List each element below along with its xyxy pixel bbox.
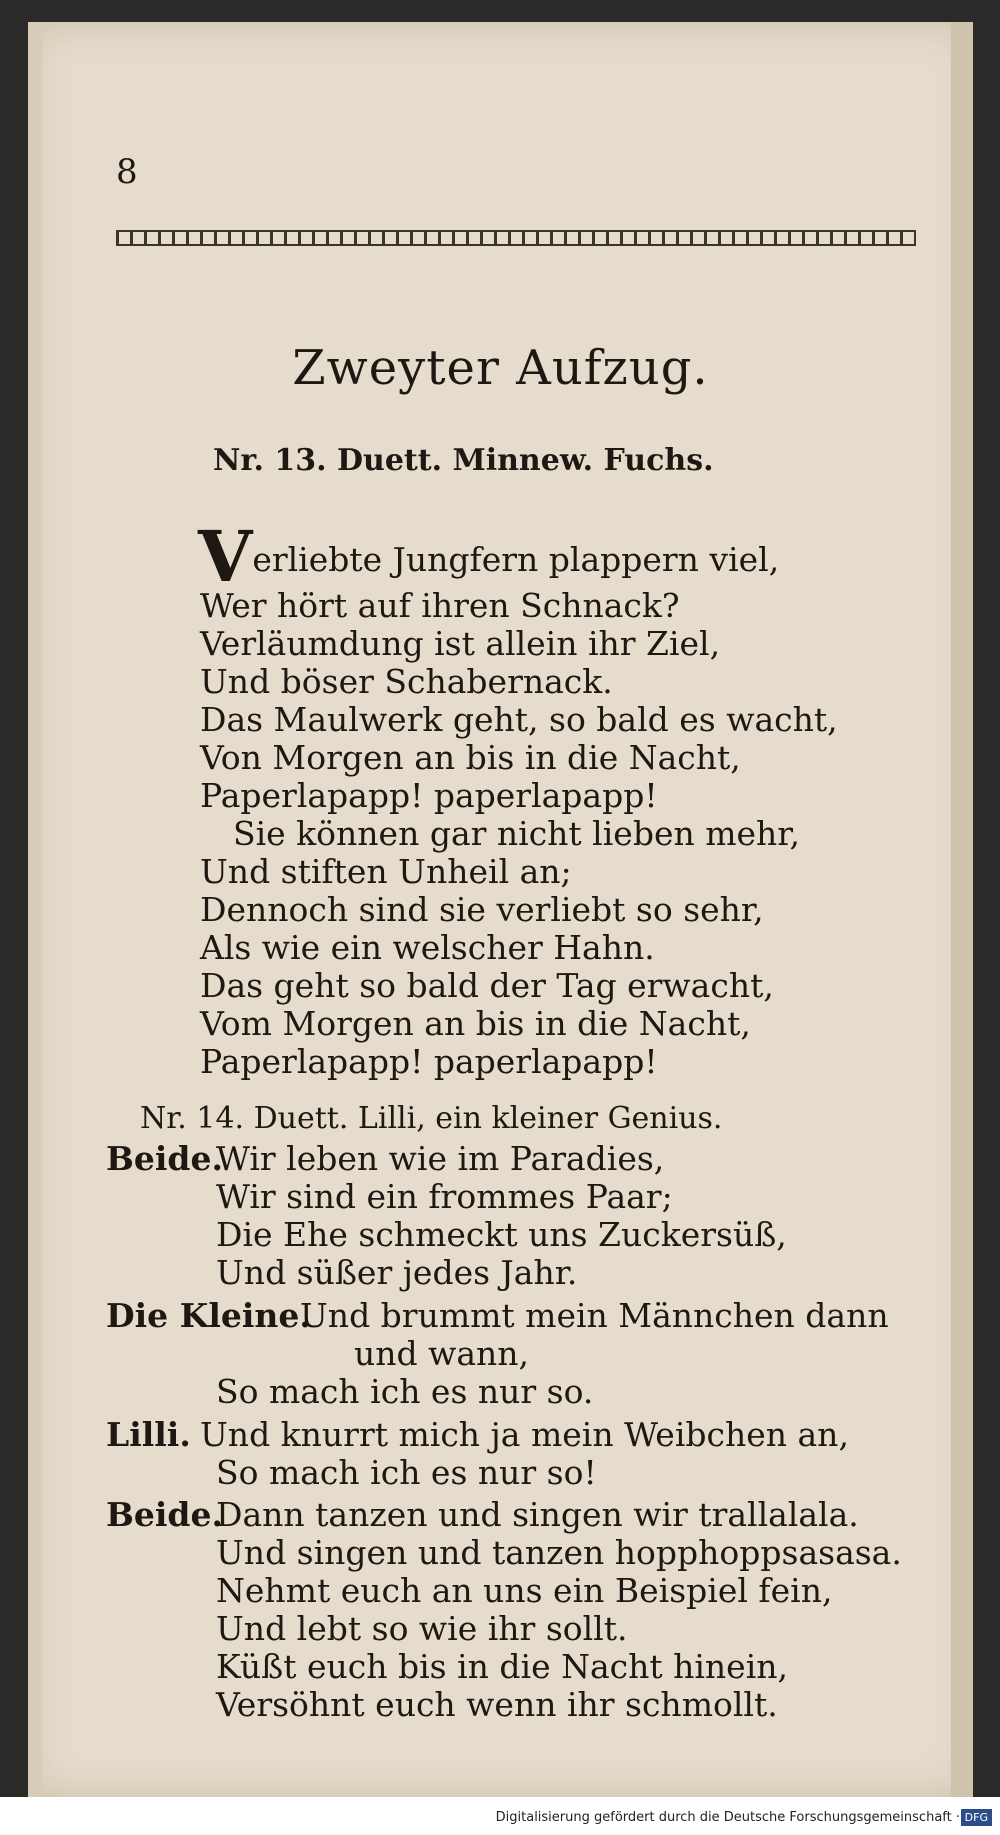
footer-credit: Digitalisierung gefördert durch die Deutsche Forschungsgemeinschaft · — [495, 1810, 960, 1825]
verse-line: Wir leben wie im Paradies, — [216, 1139, 665, 1178]
verse-line: Und knurrt mich ja mein Weibchen an, — [200, 1415, 849, 1454]
verse-line: Das geht so bald der Tag erwacht, — [200, 966, 774, 1005]
speaker-label: Die Kleine. — [106, 1296, 311, 1335]
verse-line: Nehmt euch an uns ein Beispiel fein, — [216, 1571, 833, 1610]
ornament-rule — [116, 230, 916, 246]
verse-line: Paperlapapp! paperlapapp! — [200, 776, 658, 815]
verse-line: erliebte Jungfern plappern viel, — [252, 540, 780, 579]
verse-line: Als wie ein welscher Hahn. — [200, 928, 655, 967]
verse-line: Verläumdung ist allein ihr Ziel, — [200, 624, 721, 663]
page-fold — [28, 22, 42, 1797]
verse-line: Paperlapapp! paperlapapp! — [200, 1042, 658, 1081]
page-number: 8 — [116, 152, 138, 192]
speaker-label: Lilli. — [106, 1415, 191, 1454]
verse-line: Und lebt so wie ihr sollt. — [216, 1609, 628, 1648]
verse-line: Dennoch sind sie verliebt so sehr, — [200, 890, 764, 929]
footer-bar — [0, 1797, 1000, 1835]
dfg-logo: DFG — [961, 1809, 992, 1826]
verse-line: Wir sind ein frommes Paar; — [216, 1177, 673, 1216]
verse-line: Und böser Schabernack. — [200, 662, 613, 701]
book-page — [28, 22, 973, 1797]
act-heading: Zweyter Aufzug. — [292, 340, 709, 396]
verse-line: So mach ich es nur so. — [216, 1372, 594, 1411]
duett13-heading: Nr. 13. Duett. Minnew. Fuchs. — [213, 443, 714, 478]
verse-line: Dann tanzen und singen wir trallalala. — [216, 1495, 859, 1534]
verse-line: Und brummt mein Männchen dann — [300, 1296, 889, 1335]
verse-line: Versöhnt euch wenn ihr schmollt. — [216, 1685, 778, 1724]
verse-line: Das Maulwerk geht, so bald es wacht, — [200, 700, 838, 739]
verse-line: Wer hört auf ihren Schnack? — [200, 586, 680, 625]
verse-line: Und singen und tanzen hopphoppsasasa. — [216, 1533, 902, 1572]
verse-line: Vom Morgen an bis in die Nacht, — [200, 1004, 751, 1043]
page-edge — [951, 22, 973, 1797]
verse-line: und wann, — [354, 1334, 530, 1373]
verse-line: Und stiften Unheil an; — [200, 852, 572, 891]
verse-line: Die Ehe schmeckt uns Zuckersüß, — [216, 1215, 787, 1254]
verse-line: Von Morgen an bis in die Nacht, — [200, 738, 741, 777]
speaker-label: Beide. — [106, 1139, 223, 1178]
drop-cap: V — [198, 515, 253, 598]
duett13-first-line — [198, 515, 780, 598]
verse-line: Und süßer jedes Jahr. — [216, 1253, 578, 1292]
verse-line: Küßt euch bis in die Nacht hinein, — [216, 1647, 789, 1686]
duett14-heading: Nr. 14. Duett. Lilli, ein kleiner Genius. — [140, 1101, 723, 1136]
speaker-label: Beide. — [106, 1495, 223, 1534]
verse-line: So mach ich es nur so! — [216, 1453, 597, 1492]
verse-line: Sie können gar nicht lieben mehr, — [233, 814, 800, 853]
